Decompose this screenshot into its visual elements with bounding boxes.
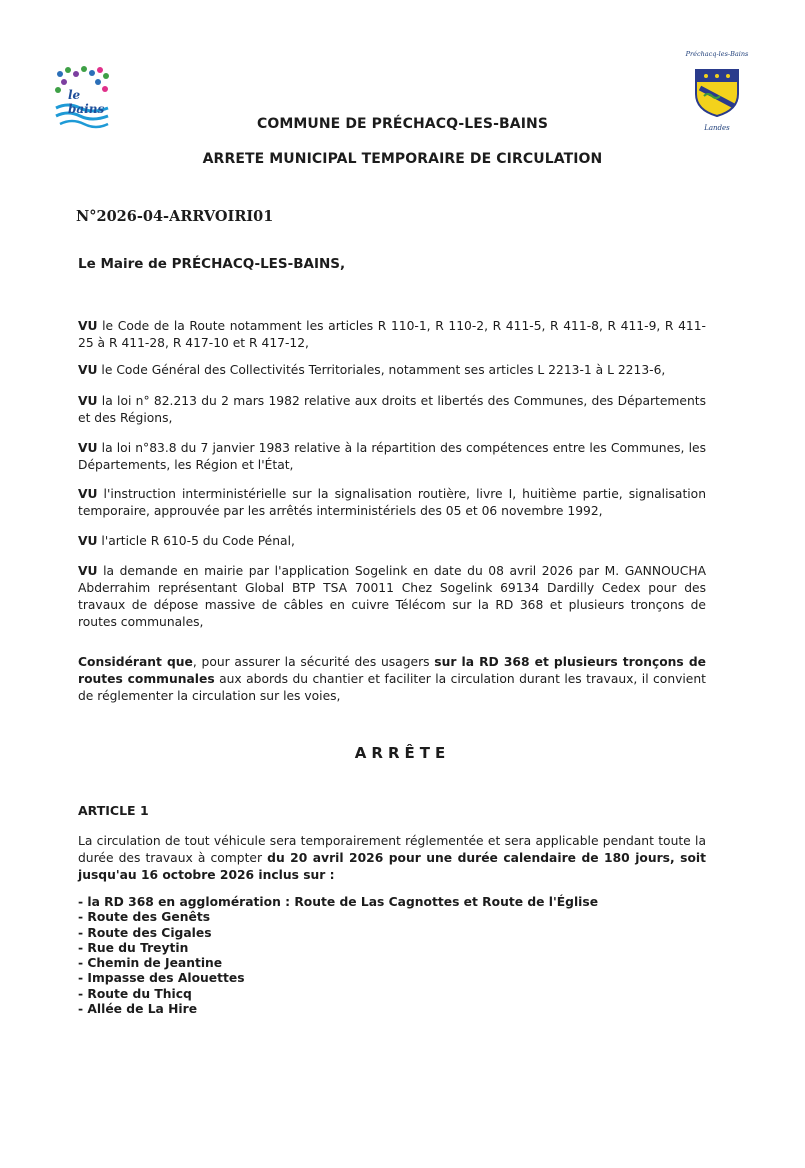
vu-text: le Code Général des Collectivités Territoriales, notamment ses articles L 2213-1 à L 2213-6,	[97, 363, 666, 377]
vu-text: la demande en mairie par l'application Sogelink en date du 08 avril 2026 par M. GANNOUCHA Abderrahim représentant Global BTP TSA 70011 Chez Sogelink 69134 Dardilly Cedex pour des travaux de dépose massive de câbles en cuivre Télécom sur la RD 368 et plusieurs tronçons de routes communales,	[78, 564, 706, 629]
vu-keyword: VU	[78, 564, 98, 578]
article-1-text: La circulation de tout véhicule sera temporairement réglementée et sera applicable pendant toute la durée des travaux à compter	[78, 834, 706, 865]
vu-paragraph	[78, 362, 706, 379]
considerant-text-1: , pour assurer la sécurité des usagers	[192, 655, 435, 669]
vu-text: le Code de la Route notamment les articles R 110-1, R 110-2, R 411-5, R 411-8, R 411-9, R 411-25 à R 411-28, R 417-10 et R 417-12,	[78, 319, 706, 350]
list-item: - Route du Thicq	[78, 986, 192, 1001]
vu-text: l'article R 610-5 du Code Pénal,	[97, 534, 295, 548]
vu-paragraph	[78, 440, 706, 474]
logo-right-text-bottom: Landes	[704, 124, 730, 132]
list-item: - Route des Cigales	[78, 925, 212, 940]
vu-keyword: VU	[78, 394, 98, 408]
list-item: - Chemin de Jeantine	[78, 956, 223, 971]
vu-paragraph	[78, 486, 706, 520]
vu-paragraph	[78, 393, 706, 427]
vu-paragraph	[78, 563, 706, 631]
list-item: - Allée de La Hire	[78, 1002, 198, 1017]
maire-line: Le Maire de PRÉCHACQ-LES-BAINS,	[78, 256, 346, 272]
vu-keyword: VU	[78, 363, 98, 377]
considerant-paragraph	[78, 654, 706, 705]
vu-keyword: VU	[78, 441, 98, 455]
considerant-bold: sur la RD 368 et plusieurs tronçons de routes communales	[78, 655, 706, 686]
document-title: ARRETE MUNICIPAL TEMPORAIRE DE CIRCULATION	[202, 151, 603, 167]
arrete-reference: N°2026-04-ARRVOIRI01	[76, 208, 274, 225]
arrete-heading: ARRÊTE	[354, 744, 451, 762]
considerant-keyword: Considérant que	[78, 655, 193, 669]
roads-list	[78, 895, 598, 1017]
vu-paragraph	[78, 533, 706, 550]
commune-name: COMMUNE DE PRÉCHACQ-LES-BAINS	[256, 116, 549, 132]
article-1-paragraph	[78, 833, 706, 884]
vu-keyword: VU	[78, 319, 98, 333]
list-item: - la RD 368 en agglomération : Route de Las Cagnottes et Route de l'Église	[78, 895, 599, 909]
list-item: - Impasse des Alouettes	[78, 971, 245, 986]
article-1-bold: du 20 avril 2026 pour une durée calendaire de 180 jours, soit jusqu'au 16 octobre 2026 inclus sur :	[78, 851, 706, 882]
vu-paragraph	[78, 318, 706, 352]
logo-right-text-top: Préchacq-les-Bains	[685, 50, 749, 58]
considerant-text-2: aux abords du chantier et faciliter la circulation durant les travaux, il convient de réglementer la circulation sur les voies,	[78, 672, 706, 703]
vu-text: la loi n° 82.213 du 2 mars 1982 relative aux droits et libertés des Communes, des Départements et des Régions,	[78, 394, 706, 425]
vu-text: la loi n°83.8 du 7 janvier 1983 relative à la répartition des compétences entre les Communes, les Départements, les Région et l'État,	[78, 441, 706, 472]
vu-keyword: VU	[78, 534, 98, 548]
list-item: - Rue du Treytin	[78, 940, 189, 955]
article-1-title: ARTICLE 1	[78, 803, 149, 818]
coat-of-arms-icon	[692, 66, 742, 118]
list-item: - Route des Genêts	[78, 910, 211, 925]
logo-left-text: le bains	[68, 88, 105, 116]
vu-text: l'instruction interministérielle sur la signalisation routière, livre I, huitième partie, signalisation temporaire, approuvée par les arrêtés interministériels des 05 et 06 novembre 1992,	[78, 487, 706, 518]
vu-keyword: VU	[78, 487, 98, 501]
